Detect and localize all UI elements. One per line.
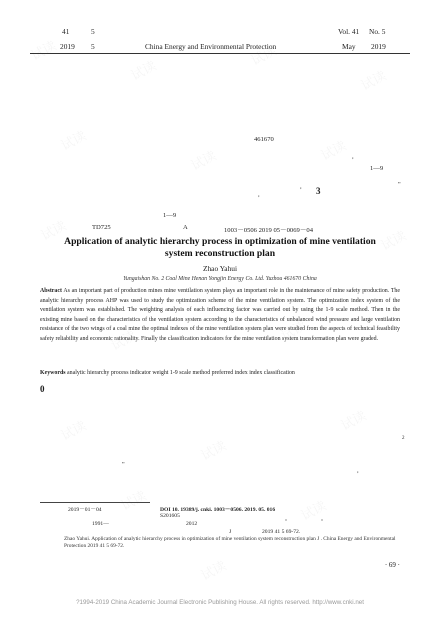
fund-number: S201605	[160, 513, 180, 519]
ref-range: 1—9	[370, 165, 384, 172]
section-heading-0: 0	[40, 384, 45, 394]
watermark	[337, 405, 369, 434]
postcode: 461670	[254, 136, 274, 143]
mark: ,	[300, 183, 302, 190]
footnote-rule	[40, 502, 150, 503]
author-birth: 1991—	[92, 521, 109, 527]
header-right-no: No. 5	[369, 27, 386, 36]
graduation-year: 2012	[186, 521, 198, 527]
mark: ,	[357, 467, 359, 474]
watermark	[357, 65, 389, 94]
watermark	[127, 55, 159, 84]
author-affiliation: Yungaishan No. 2 Coal Mine Henan Yongjin Energy Co. Ltd. Yuzhou 461670 China	[123, 276, 317, 282]
journal-ref: 2019 41 5 69-72.	[262, 529, 301, 535]
document-code: A	[183, 224, 188, 231]
mark: "	[321, 519, 324, 525]
received-date: 2019－01－04	[68, 507, 102, 513]
page-number: · 69 ·	[384, 561, 400, 569]
author-name: Zhao Yahui	[202, 264, 238, 273]
article-number: 1003－0506 2019 05－0069－04	[224, 227, 314, 234]
abstract-text: As an important part of production mines mine ventilation system plays an important role in the maintenance of mine safety production. The analytic hierarchy process AHP was used to study the optimization scheme of the mine ventilation system. The optimization index system of the ventilation system was established. The weighting analysis of each influencing factor was carried out by using the 1-9 scale method. Then in the existing mine based on the characteristics of the ventilation system according to the characteristics of unbalanced wind pressure and large ventilation resistance of the two wings of a coal mine the optimal indexes of the mine ventilation system plan were studied from the aspects of technical feasibility safety reliability and economic rationality. Finally the classification indicators for the mine ventilation system transformation plan were graded.	[40, 288, 400, 342]
watermark	[297, 495, 329, 524]
number-three: 3	[316, 186, 321, 196]
copyright-footer: ?1994-2019 China Academic Journal Electronic Publishing House. All rights reserved. http://www.cnki.net	[76, 599, 364, 606]
watermark	[377, 225, 409, 254]
header-left-year: 2019	[60, 42, 75, 51]
j-mark: J	[229, 529, 232, 535]
header-rule	[30, 53, 410, 54]
header-right-month: May	[342, 42, 356, 51]
keywords	[40, 369, 400, 377]
watermark	[197, 555, 229, 584]
mark: "	[398, 181, 401, 188]
abstract	[40, 287, 400, 345]
ref-range-2: 1—9	[163, 212, 177, 219]
mark: 2	[402, 436, 405, 441]
paper-title: Application of analytic hierarchy process in optimization of mine ventilation system reconstruction plan	[64, 236, 376, 259]
header-right-vol: Vol. 41	[338, 27, 360, 36]
doi: DOI 10. 19389/j. cnki. 1003－0506. 2019. 05. 016	[160, 507, 276, 513]
watermark	[187, 145, 219, 174]
watermark	[57, 415, 89, 444]
mark: ,	[258, 191, 260, 198]
header-left-month: 5	[91, 42, 95, 51]
watermark	[117, 485, 149, 514]
mark: "	[285, 519, 288, 525]
mark: "	[122, 461, 125, 468]
header-right-year: 2019	[371, 42, 386, 51]
watermark	[27, 35, 59, 64]
header-journal-name: China Energy and Environmental Protection	[145, 42, 277, 51]
abstract-label: Abstract	[40, 288, 62, 294]
watermark	[317, 135, 349, 164]
keywords-text: analytic hierarchy process indicator weight 1-9 scale method preferred index index classification	[67, 370, 295, 376]
keywords-label: Keywords	[40, 370, 66, 376]
clc-number: TD725	[92, 224, 111, 231]
citation-en: Zhao Yahui. Application of analytic hierarchy process in optimization of mine ventilation system reconstruction plan J . China Energy and Environmental Protection 2019 41 5 69-72.	[64, 536, 396, 550]
header-left-no: 5	[91, 27, 95, 36]
mark: ,	[352, 153, 354, 160]
watermark	[197, 435, 229, 464]
watermark	[57, 125, 89, 154]
header-left-vol: 41	[62, 27, 70, 36]
